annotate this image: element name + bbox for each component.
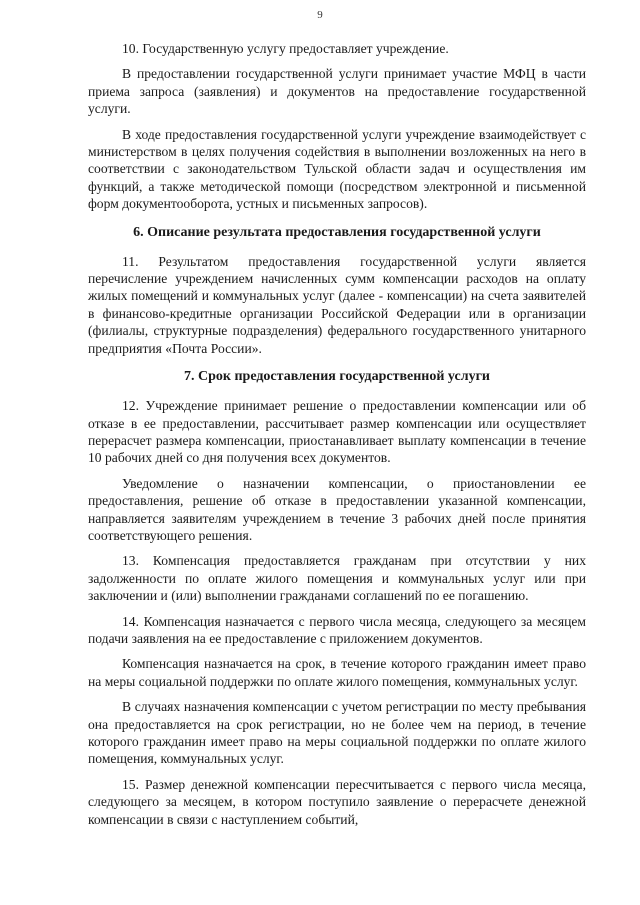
section-6-heading: 6. Описание результата предоставления государственной услуги — [133, 224, 541, 240]
paragraph-14: 14. Компенсация назначается с первого числа месяца, следующего за месяцем подачи заявления на ее предоставление с приложением документов. — [88, 613, 586, 646]
paragraph-notification: Уведомление о назначении компенсации, о приостановлении ее предоставления, решение об отказе в предоставлении указанной компенсации, направляется заявителям учреждением в течение 3 рабочих дней после принятия соответствующего решения. — [88, 475, 586, 543]
paragraph-registration: В случаях назначения компенсации с учетом регистрации по месту пребывания она предоставляется на срок регистрации, но не более чем на период, в течение которого гражданин имеет право на меры социальной поддержки по оплате жилого помещения, коммунальных услуг. — [88, 699, 586, 767]
document-body — [88, 40, 586, 836]
paragraph-13: 13. Компенсация предоставляется гражданам при отсутствии у них задолженности по оплате жилого помещения и коммунальных услуг или при заключении и (или) выполнении гражданами соглашений по ее погашению. — [88, 553, 586, 604]
paragraph-12: 12. Учреждение принимает решение о предоставлении компенсации или об отказе в ее предоставлении, рассчитывает размер компенсации или осуществляет перерасчет размера компенсации, приостанавливает выплату компенсации в течение 10 рабочих дней со дня получения всех документов. — [88, 398, 586, 466]
paragraph-15: 15. Размер денежной компенсации пересчитывается с первого числа месяца, следующего за месяцем, в котором поступило заявление о перерасчете денежной компенсации в связи с наступлением событий, — [88, 776, 586, 827]
paragraph-mfc: В предоставлении государственной услуги принимает участие МФЦ в части приема запроса (заявления) и документов на предоставление государственной услуги. — [88, 66, 586, 117]
section-7-heading: 7. Срок предоставления государственной услуги — [184, 369, 490, 385]
paragraph-11: 11. Результатом предоставления государственной услуги является перечисление учреждением начисленных сумм компенсации расходов на оплату жилых помещений и коммунальных услуг (далее - компенсации) на счета заявителей в финансово-кредитные организации Российской Федерации или в организации (филиалы, структурные подразделения) федерального государственного унитарного предприятия «Почта России». — [88, 253, 586, 356]
paragraph-10: 10. Государственную услугу предоставляет учреждение. — [122, 41, 449, 56]
paragraph-interaction: В ходе предоставления государственной услуги учреждение взаимодействует с министерством в целях получения содействия в выполнении возложенных на него в соответствии с законодательством Тульской области задач и осуществления им функций, а также методической помощи (посредством электронной и письменной форм документооборота, устных и письменных запросов). — [88, 126, 586, 212]
paragraph-term: Компенсация назначается на срок, в течение которого гражданин имеет право на меры социальной поддержки по оплате жилого помещения, коммунальных услуг. — [88, 656, 586, 689]
page-number: 9 — [317, 9, 323, 21]
